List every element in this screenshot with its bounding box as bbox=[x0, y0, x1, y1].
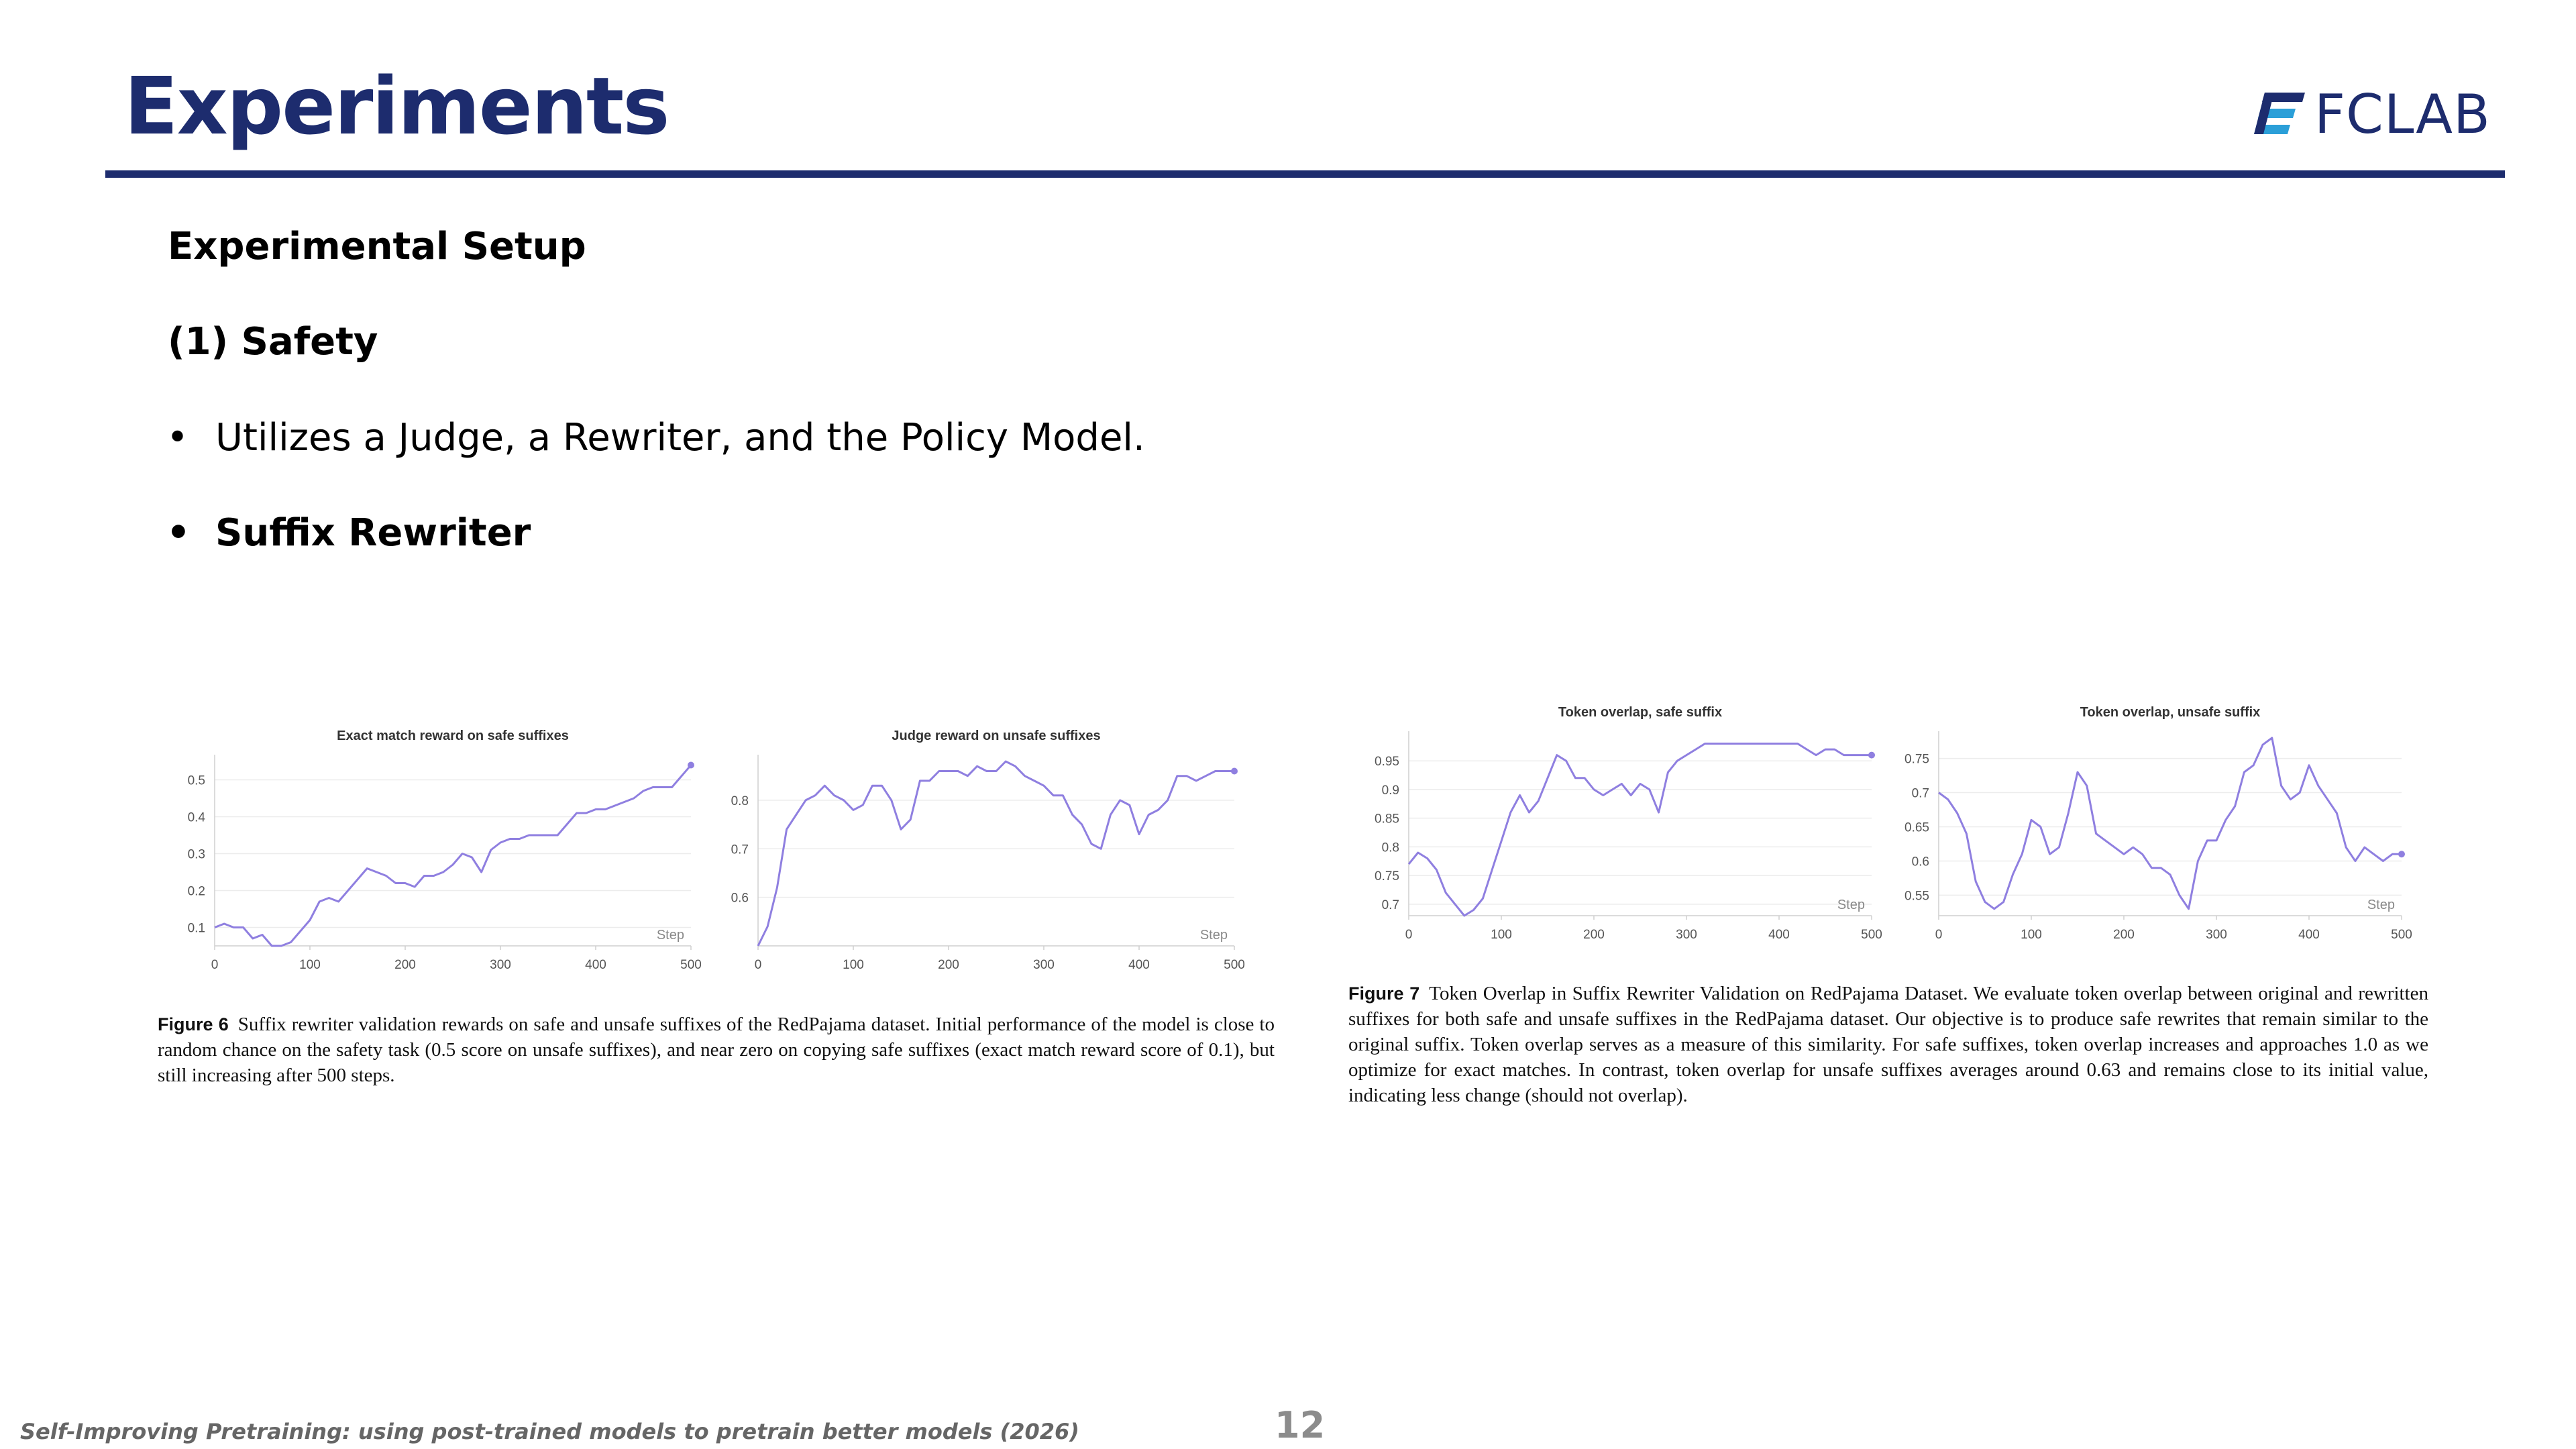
x-tick-label: 400 bbox=[1768, 928, 1790, 942]
figure7-label: Figure 7 bbox=[1348, 983, 1420, 1004]
y-tick-label: 0.65 bbox=[1904, 820, 1929, 835]
x-tick-label: 100 bbox=[1491, 928, 1512, 942]
y-tick-label: 0.95 bbox=[1375, 755, 1399, 769]
y-tick-label: 0.75 bbox=[1375, 869, 1399, 884]
x-tick-label: 0 bbox=[211, 958, 219, 972]
x-tick-label: 400 bbox=[1128, 958, 1150, 972]
x-tick-label: 300 bbox=[2206, 928, 2227, 942]
y-tick-label: 0.75 bbox=[1904, 752, 1929, 767]
x-tick-label: 400 bbox=[2298, 928, 2320, 942]
bullet-text: Suffix Rewriter bbox=[215, 511, 531, 555]
x-tick-label: 100 bbox=[2021, 928, 2042, 942]
subsection-heading: (1) Safety bbox=[168, 320, 378, 364]
y-tick-label: 0.9 bbox=[1381, 783, 1399, 798]
fclab-logo-mark-icon bbox=[2254, 86, 2308, 144]
y-tick-label: 0.6 bbox=[1911, 855, 1929, 869]
chart-title: Judge reward on unsafe suffixes bbox=[892, 729, 1101, 743]
x-tick-label: 500 bbox=[1861, 928, 1882, 942]
x-tick-label: 500 bbox=[2391, 928, 2412, 942]
y-tick-label: 0.7 bbox=[731, 843, 749, 857]
chart-judge-unsafe bbox=[698, 721, 1248, 986]
series-line bbox=[1939, 738, 2402, 909]
y-tick-label: 0.6 bbox=[731, 891, 749, 906]
x-axis-label: Step bbox=[1199, 928, 1228, 943]
bullet-glyph: • bbox=[166, 511, 191, 555]
bullet-item bbox=[166, 416, 1145, 460]
page-number: 12 bbox=[1275, 1404, 1326, 1446]
x-tick-label: 500 bbox=[680, 958, 702, 972]
chart-title: Token overlap, safe suffix bbox=[1558, 705, 1723, 720]
x-tick-label: 200 bbox=[938, 958, 959, 972]
y-tick-label: 0.7 bbox=[1911, 786, 1929, 801]
x-axis-label: Step bbox=[1837, 898, 1865, 912]
x-tick-label: 200 bbox=[2113, 928, 2135, 942]
x-tick-label: 300 bbox=[490, 958, 511, 972]
line-chart bbox=[698, 721, 1248, 986]
x-tick-label: 200 bbox=[394, 958, 416, 972]
y-tick-label: 0.85 bbox=[1375, 812, 1399, 826]
figure6-caption bbox=[158, 1012, 1275, 1088]
figure6-label: Figure 6 bbox=[158, 1014, 229, 1034]
y-tick-label: 0.3 bbox=[187, 847, 205, 862]
slide-title: Experiments bbox=[124, 60, 669, 152]
chart-title: Exact match reward on safe suffixes bbox=[337, 729, 569, 743]
x-axis-label: Step bbox=[2367, 898, 2395, 912]
x-tick-label: 300 bbox=[1676, 928, 1697, 942]
series-endpoint bbox=[2398, 851, 2405, 857]
y-tick-label: 0.2 bbox=[187, 884, 205, 899]
fclab-logo bbox=[2254, 83, 2509, 146]
series-endpoint bbox=[1231, 767, 1238, 774]
line-chart bbox=[1878, 698, 2415, 956]
line-chart bbox=[154, 721, 704, 986]
y-tick-label: 0.55 bbox=[1904, 889, 1929, 904]
bullet-text: Utilizes a Judge, a Rewriter, and the Policy Model. bbox=[215, 416, 1145, 460]
series-endpoint bbox=[1868, 752, 1875, 759]
x-tick-label: 200 bbox=[1583, 928, 1605, 942]
y-tick-label: 0.4 bbox=[187, 810, 205, 825]
figure7-caption-text: Token Overlap in Suffix Rewriter Validation on RedPajama Dataset. We evaluate token overlap between original and rewritten suffixes for both safe and unsafe suffixes in the RedPajama dataset. Our objective is to produce safe rewrites that remain similar to the original suffix. Token overlap serves as a measure of this similarity. For safe suffixes, token overlap increases and approaches 1.0 as we optimize for exact matches. In contrast, token overlap for unsafe suffixes averages around 0.63 and remains close to its initial value, indicating less change (should not overlap). bbox=[1348, 983, 2428, 1106]
y-tick-label: 0.8 bbox=[1381, 841, 1399, 855]
y-tick-label: 0.5 bbox=[187, 773, 205, 788]
chart-exact-match-safe bbox=[154, 721, 704, 986]
bullet-item bbox=[166, 511, 531, 555]
figure6-caption-text: Suffix rewriter validation rewards on safe and unsafe suffixes of the RedPajama dataset. Initial performance of the model is close to random chance on the safety task (0.5 score on unsafe suffixes), and near zero on copying safe suffixes (exact match reward score of 0.1), but still increasing after 500 steps. bbox=[158, 1014, 1275, 1086]
y-tick-label: 0.8 bbox=[731, 794, 749, 808]
x-tick-label: 300 bbox=[1033, 958, 1055, 972]
y-tick-label: 0.7 bbox=[1381, 898, 1399, 912]
logo-text: FCLAB bbox=[2314, 83, 2491, 146]
series-line bbox=[758, 761, 1234, 946]
chart-token-overlap-unsafe bbox=[1878, 698, 2415, 956]
title-underline bbox=[105, 170, 2505, 178]
x-tick-label: 0 bbox=[754, 958, 762, 972]
x-tick-label: 100 bbox=[843, 958, 864, 972]
x-tick-label: 0 bbox=[1405, 928, 1413, 942]
x-tick-label: 0 bbox=[1935, 928, 1943, 942]
x-axis-label: Step bbox=[656, 928, 684, 943]
bullet-glyph: • bbox=[166, 416, 189, 460]
footer-citation: Self-Improving Pretraining: using post-trained models to pretrain better models (2026) bbox=[20, 1419, 1079, 1444]
series-line bbox=[215, 765, 691, 947]
series-endpoint bbox=[688, 762, 694, 769]
chart-token-overlap-safe bbox=[1348, 698, 1885, 956]
series-line bbox=[1409, 744, 1872, 916]
line-chart bbox=[1348, 698, 1885, 956]
x-tick-label: 400 bbox=[585, 958, 606, 972]
figure7-caption bbox=[1348, 981, 2428, 1108]
x-tick-label: 500 bbox=[1224, 958, 1245, 972]
y-tick-label: 0.1 bbox=[187, 921, 205, 936]
section-heading: Experimental Setup bbox=[168, 225, 586, 268]
chart-title: Token overlap, unsafe suffix bbox=[2080, 705, 2261, 720]
x-tick-label: 100 bbox=[299, 958, 321, 972]
